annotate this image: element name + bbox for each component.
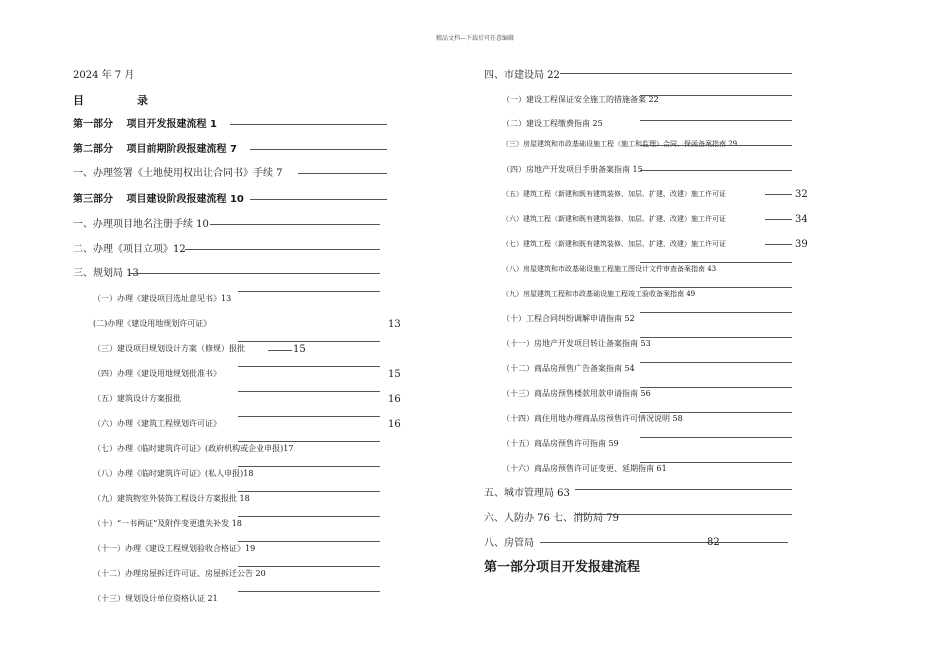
toc-entry-part3[interactable]: 第三部分 项目建设阶段报建流程 10 <box>73 194 244 205</box>
leader-line <box>640 387 792 388</box>
leader-line <box>560 73 792 74</box>
toc-entry-planning-scheme[interactable]: （三）建设项目规划设计方案（修规）报批 <box>93 344 245 353</box>
toc-entry-construction-planning-permit[interactable]: （六）办理《建筑工程规划许可证》 <box>93 419 221 428</box>
leader-line <box>238 466 380 467</box>
leader-line <box>250 149 387 150</box>
header-note: 精品文档---下载后可任意编辑 <box>435 35 515 42</box>
toc-entry-presale-ads[interactable]: （十二）商品房预售广告备案指南 54 <box>502 364 635 373</box>
leader-line <box>640 337 792 338</box>
toc-entry-site-opinion[interactable]: （一）办理《建设项目选址意见书》13 <box>93 294 232 303</box>
toc-title-lu: 录 <box>137 94 148 107</box>
leader-line <box>238 441 380 442</box>
toc-entry-land-planning-permit[interactable]: (二)办理《建设用地规划许可证》 <box>93 319 212 328</box>
leader-line <box>210 224 380 225</box>
leader-line <box>130 273 380 274</box>
toc-entry-temp-building-private[interactable]: （八）办理《临时建筑许可证》(私人申报)18 <box>93 469 254 478</box>
leader-line <box>230 124 387 125</box>
toc-entry-presale-change[interactable]: （十六）商品房预售许可证变更、延期指南 61 <box>502 464 667 473</box>
leader-line <box>640 262 792 263</box>
leader-line <box>640 170 792 171</box>
leader-line <box>575 514 792 515</box>
leader-line <box>238 541 380 542</box>
toc-entry-land-planning-approval[interactable]: （四）办理《建设用地规划批准书》 <box>93 369 221 378</box>
leader-line <box>238 416 380 417</box>
toc-entry-place-name[interactable]: 一、办理项目地名注册手续 10 <box>73 219 209 230</box>
document-date: 2024 年 7 月 <box>73 70 135 81</box>
toc-entry-demolition-permit[interactable]: （十二）办理房屋拆迁许可证、房屋拆迁公告 20 <box>93 569 266 578</box>
toc-entry-land-contract[interactable]: 一、办理签署《土地使用权出让合同书》手续 7 <box>73 168 283 179</box>
toc-entry-construction-permit-6[interactable]: （六）建筑工程（新建和既有建筑装修、加层、扩建、改建）施工许可证 <box>502 215 726 223</box>
toc-entry-project-transfer[interactable]: （十一）房地产开发项目转让备案指南 53 <box>502 339 651 348</box>
toc-entry-drawing-review[interactable]: （八）房屋建筑和市政基础设施工程施工图设计文件审查备案指南 43 <box>502 265 717 273</box>
toc-entry-planning-bureau[interactable]: 三、规划局 13 <box>73 268 139 279</box>
leader-line <box>185 249 380 250</box>
toc-entry-contract-guarantee[interactable]: （三）房屋建筑和市政基础设施工程（施工和监理）合同、保函备案指南 29 <box>502 140 738 148</box>
leader-line <box>238 341 380 342</box>
leader-line <box>765 194 792 195</box>
toc-entry-completion-acceptance[interactable]: （九）房屋建筑工程和市政基础设施工程竣工验收备案指南 49 <box>502 290 696 298</box>
toc-entry-planning-acceptance[interactable]: （十一）办理《建设工程规划验收合格证》19 <box>93 544 256 553</box>
page-number: 82 <box>707 537 720 548</box>
toc-entry-presale-funds[interactable]: （十三）商品房预售楼款用款申请指南 56 <box>502 389 651 398</box>
leader-line <box>268 350 292 351</box>
section-heading: 第一部分项目开发报建流程 <box>484 560 641 575</box>
page-number: 34 <box>795 214 808 225</box>
leader-line <box>640 362 792 363</box>
leader-line <box>640 412 792 413</box>
leader-line <box>238 491 380 492</box>
leader-line <box>238 291 380 292</box>
page-number: 32 <box>795 189 808 200</box>
leader-line <box>540 542 788 543</box>
leader-line <box>640 95 792 96</box>
toc-entry-construction-permit-7[interactable]: （七）建筑工程（新建和既有建筑装修、加层、扩建、改建）施工许可证 <box>502 240 726 248</box>
toc-entry-certificate-change[interactable]: （十）“一书两证”及附件变更遗失补发 18 <box>93 519 242 528</box>
leader-line <box>298 173 387 174</box>
page-number: 16 <box>388 394 401 405</box>
leader-line <box>575 489 792 490</box>
toc-entry-safety-measures[interactable]: （一）建设工程保证安全施工的措施备案 22 <box>502 95 659 104</box>
toc-entry-civil-defense-fire[interactable]: 六、人防办 76 七、消防局 79 <box>484 513 619 524</box>
toc-entry-contract-dispute[interactable]: （十）工程合同纠纷调解申请指南 52 <box>502 314 635 323</box>
leader-line <box>640 145 792 146</box>
toc-entry-fee-guide[interactable]: （二）建设工程缴费指南 25 <box>502 119 603 128</box>
leader-line <box>765 219 792 220</box>
leader-line <box>238 566 380 567</box>
page-number: 15 <box>293 344 306 355</box>
leader-line <box>250 199 387 200</box>
toc-entry-project-approval[interactable]: 二、办理《项目立项》12 <box>73 244 186 255</box>
page-number: 39 <box>795 239 808 250</box>
toc-entry-part1[interactable]: 第一部分 项目开发报建流程 1 <box>73 119 217 130</box>
leader-line <box>238 366 380 367</box>
leader-line <box>765 244 792 245</box>
toc-entry-construction-bureau[interactable]: 四、市建设局 22 <box>484 70 560 81</box>
toc-entry-construction-permit-5[interactable]: （五）建筑工程（新建和既有建筑装修、加层、扩建、改建）施工许可证 <box>502 190 726 198</box>
leader-line <box>640 462 792 463</box>
leader-line <box>238 391 380 392</box>
toc-entry-building-design[interactable]: （五）建筑设计方案报批 <box>93 394 181 403</box>
toc-title-mu: 目 <box>73 94 84 107</box>
toc-entry-facade-design[interactable]: （九）建筑物室外装饰工程设计方案报批 18 <box>93 494 250 503</box>
toc-entry-commercial-residential[interactable]: （十四）商住用地办理商品房预售许可情况说明 58 <box>502 414 683 423</box>
page-number: 15 <box>388 369 401 380</box>
page-number: 13 <box>388 319 401 330</box>
leader-line <box>640 312 792 313</box>
leader-line <box>640 437 792 438</box>
toc-entry-part2[interactable]: 第二部分 项目前期阶段报建流程 7 <box>73 144 237 155</box>
leader-line <box>238 516 380 517</box>
toc-entry-urban-management[interactable]: 五、城市管理局 63 <box>484 488 570 499</box>
leader-line <box>238 591 380 592</box>
toc-entry-housing-bureau[interactable]: 八、房管局 <box>484 538 534 549</box>
page-number: 16 <box>388 419 401 430</box>
toc-entry-temp-building-gov[interactable]: （七）办理《临时建筑许可证》(政府机构或企业申报)17 <box>93 444 294 453</box>
toc-entry-presale-permit[interactable]: （十五）商品房预售许可指南 59 <box>502 439 619 448</box>
leader-line <box>640 287 792 288</box>
toc-entry-project-manual[interactable]: （四）房地产开发项目手册备案指南 15 <box>502 165 643 174</box>
toc-entry-design-qualification[interactable]: （十三）规划设计单位资格认证 21 <box>93 594 218 603</box>
leader-line <box>640 120 792 121</box>
